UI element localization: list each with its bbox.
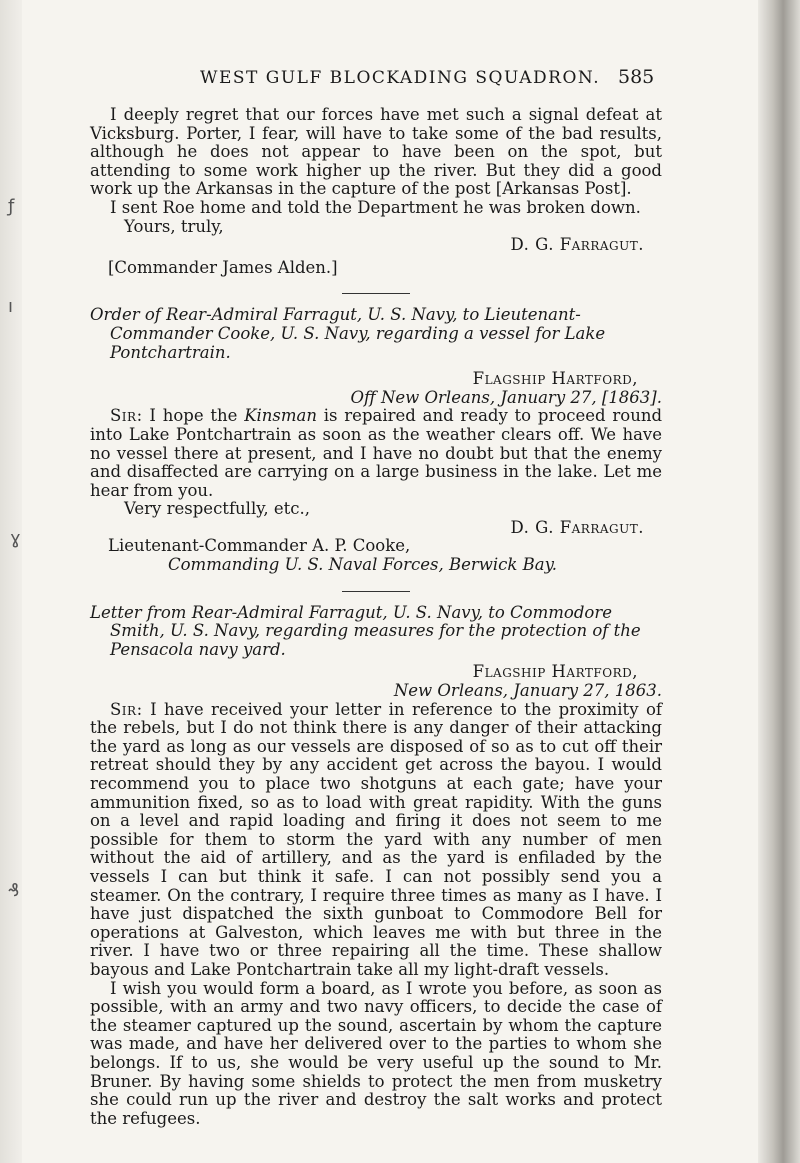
- margin-mark: ı: [8, 296, 14, 317]
- letter2-vessel-name: Kinsman: [244, 406, 317, 426]
- letter2-signature: D. G. Farragut.: [510, 517, 644, 537]
- letter1-paragraph: I sent Roe home and told the Department he was broken down.: [110, 197, 641, 217]
- letter2-date: Off New Orleans, January 27, [1863].: [350, 387, 662, 407]
- letter2-salutation: Sir:: [110, 406, 143, 426]
- page-left-edge: [0, 0, 22, 1163]
- letter2-body: [90, 407, 662, 500]
- letter2-addressee: Lieutenant-Commander A. P. Cooke,: [108, 536, 411, 556]
- letter2-place: Flagship Hartford,: [472, 369, 638, 389]
- margin-mark: ɣ: [10, 528, 21, 549]
- letter2-addressee-sub: Commanding U. S. Naval Forces, Berwick Bay.: [168, 555, 557, 575]
- margin-mark: ƒ: [8, 196, 15, 217]
- letter3-paragraph: [90, 701, 662, 980]
- letter3-place: Flagship Hartford,: [472, 662, 638, 682]
- page-number: 585: [618, 66, 655, 88]
- section-divider: [342, 591, 410, 592]
- letter2-heading: Order of Rear-Admiral Farragut, U. S. Navy, to Lieutenant-Commander Cooke, U. S. Navy, regarding a vessel for Lake Pontchartrain.: [90, 305, 606, 362]
- letter3-body: I have received your letter in reference to the proximity of the rebels, but I do not think there is any danger of their attacking the yard as long as our vessels are disposed of so as to cut off their retreat should they by any accident get across the bayou. I would recommend you to place two shotguns at each gate; have your ammunition fixed, so as to load with great rapidity. With the guns on a level and rapid loading and firing it does not seem to me possible for them to storm the yard with any number of men without the aid of artillery, and as the yard is enfiladed by the vessels I can but think it safe. I can not possibly send you a steamer. On the contrary, I require three times as many as I have. I have just dispatched the sixth gunboat to Commodore Bell for operations at Galveston, which leaves me with but three in the river. I have two or three repairing all the time. These shallow bayous and Lake Pontchartrain take all my light-draft vessels.: [90, 699, 662, 979]
- letter1-signature: D. G. Farragut.: [510, 235, 644, 255]
- letter2-body-a: I hope the: [149, 406, 238, 426]
- letter3-date: New Orleans, January 27, 1863.: [393, 681, 662, 701]
- page-content: [90, 106, 662, 1128]
- section-divider: [342, 293, 410, 294]
- letter3-salutation: Sir:: [110, 699, 143, 719]
- letter2-closing: Very respectfully, etc.,: [124, 499, 310, 519]
- running-head: WEST GULF BLOCKADING SQUADRON.: [200, 68, 601, 88]
- page-right-edge: [758, 0, 800, 1163]
- letter1-paragraph: I deeply regret that our forces have met such a signal defeat at Vicksburg. Porter, I fear, will have to take some of the bad results, although he does not appear to have been on the spot, but attending to some work higher up the river. But they did a good work up the Arkansas in the capture of the post [Arkansas Post].: [90, 105, 662, 199]
- letter1-closing: Yours, truly,: [124, 216, 224, 236]
- letter3-paragraph: I wish you would form a board, as I wrote you before, as soon as possible, with an army and two navy officers, to decide the case of the steamer captured up the sound, ascertain by whom the capture was made, and have her delivered over to the parties to whom she belongs. If to us, she would be very useful up the sound to Mr. Bruner. By having some shields to protect the men from musketry she could run up the river and destroy the salt works and protect the refugees.: [90, 978, 662, 1128]
- letter1-addressee: [Commander James Alden.]: [108, 257, 338, 277]
- letter2-body-b: is repaired and ready to proceed round into Lake Pontchartrain as soon as the weather clears off. We have no vessel there at present, and I have no doubt but that the enemy and disaffected are carrying on a large business in the lake. Let me hear from you.: [90, 406, 663, 500]
- margin-mark: ₰: [8, 880, 20, 901]
- letter3-heading: Letter from Rear-Admiral Farragut, U. S. Navy, to Commodore Smith, U. S. Navy, regarding measures for the protection of the Pensacola navy yard.: [90, 602, 641, 659]
